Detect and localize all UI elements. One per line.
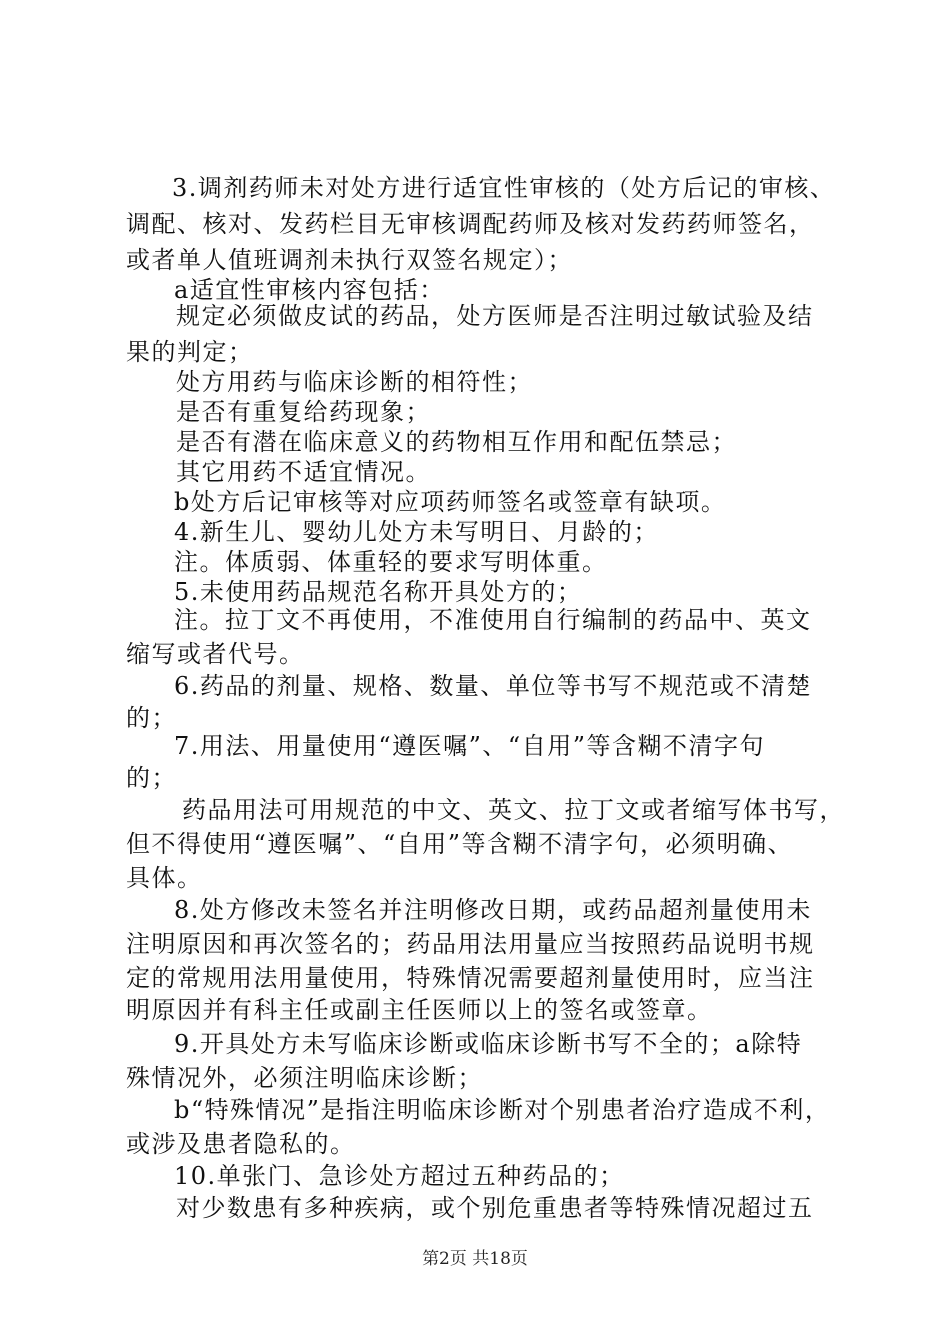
text-line: 缩写或者代号。 [126, 640, 305, 668]
text-line: 具体。 [126, 864, 203, 892]
text-line: 4.新生儿、婴幼儿处方未写明日、月龄的； [174, 518, 659, 546]
text-line: 注。拉丁文不再使用，不准使用自行编制的药品中、英文 [174, 606, 812, 634]
text-line: 的； [126, 764, 177, 792]
text-line: 9.开具处方未写临床诊断或临床诊断书写不全的；a除特 [174, 1030, 803, 1058]
text-line: b“特殊情况”是指注明临床诊断对个别患者治疗造成不利， [174, 1096, 831, 1124]
text-line: 3.调剂药师未对处方进行适宜性审核的（处方后记的审核、 [172, 174, 836, 202]
text-line: 但不得使用“遵医嘱”、“自用”等含糊不清字句，必须明确、 [126, 830, 794, 858]
text-line: 是否有重复给药现象； [176, 398, 431, 426]
text-line: 的； [126, 704, 177, 732]
text-line: 或涉及患者隐私的。 [126, 1130, 356, 1158]
text-line: 5.未使用药品规范名称开具处方的； [174, 578, 583, 606]
text-line: 其它用药不适宜情况。 [176, 458, 431, 486]
text-line: 7.用法、用量使用“遵医嘱”、“自用”等含糊不清字句 [174, 732, 765, 760]
text-line: 或者单人值班调剂未执行双签名规定）； [126, 246, 573, 274]
text-line: 果的判定； [126, 338, 254, 366]
text-line: 10.单张门、急诊处方超过五种药品的； [174, 1162, 625, 1190]
text-line: 6.药品的剂量、规格、数量、单位等书写不规范或不清楚 [174, 672, 812, 700]
text-line: 处方用药与临床诊断的相符性； [176, 368, 533, 396]
text-line: b处方后记审核等对应项药师签名或签章有缺项。 [174, 488, 727, 516]
text-line: 规定必须做皮试的药品，处方医师是否注明过敏试验及结 [176, 302, 814, 330]
text-line: 殊情况外，必须注明临床诊断； [126, 1064, 483, 1092]
text-line: 是否有潜在临床意义的药物相互作用和配伍禁忌； [176, 428, 737, 456]
text-line: 注明原因和再次签名的；药品用法用量应当按照药品说明书规 [126, 930, 815, 958]
text-line: 药品用法可用规范的中文、英文、拉丁文或者缩写体书写， [182, 796, 845, 824]
text-line: 定的常规用法用量使用，特殊情况需要超剂量使用时，应当注 [126, 964, 815, 992]
text-line: 调配、核对、发药栏目无审核调配药师及核对发药药师签名， [126, 210, 815, 238]
text-line: 明原因并有科主任或副主任医师以上的签名或签章。 [126, 996, 713, 1024]
page-number: 第2页 共18页 [422, 1249, 528, 1269]
text-line: a适宜性审核内容包括： [174, 276, 445, 304]
text-line: 注。体质弱、体重轻的要求写明体重。 [174, 548, 608, 576]
text-line: 8.处方修改未签名并注明修改日期，或药品超剂量使用未 [174, 896, 812, 924]
text-line: 对少数患有多种疾病，或个别危重患者等特殊情况超过五 [176, 1194, 814, 1222]
